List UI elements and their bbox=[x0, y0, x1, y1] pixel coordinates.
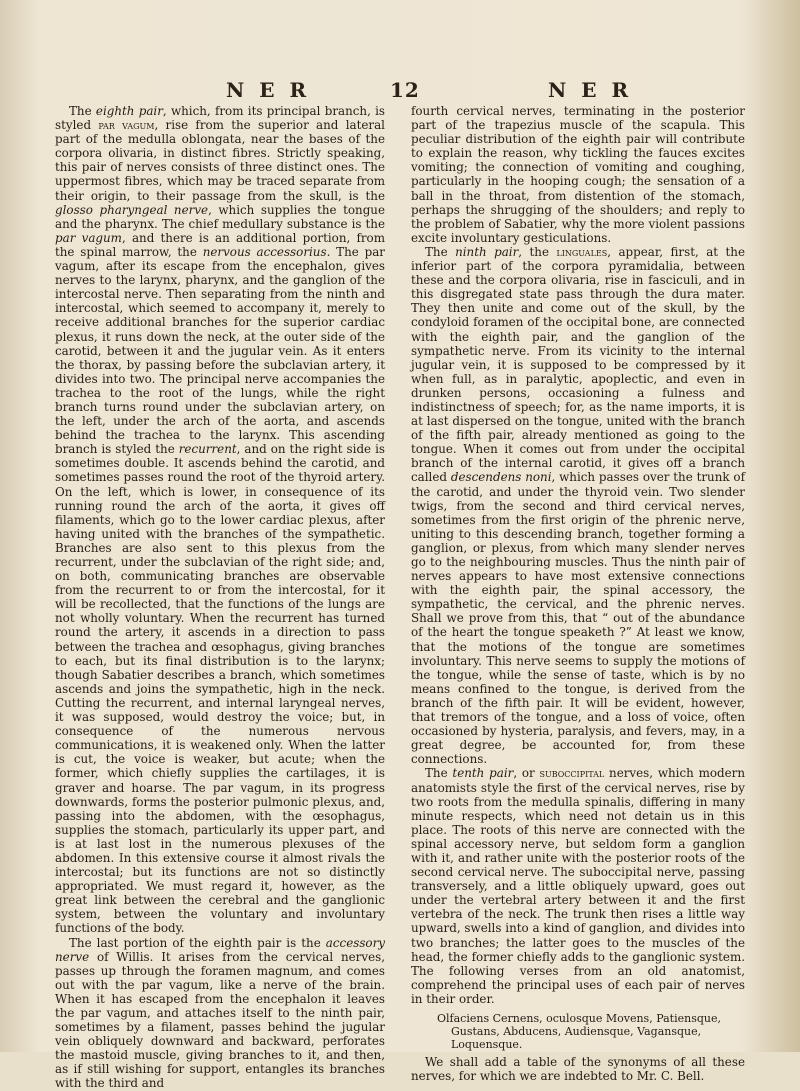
paragraph-ninth-pair: The ninth pair, the linguales, appear, first, at the inferior part of the corpora pyramidalia, between these and the corpora olivaria, rise in fasciculi, and in this disgregated state pass through the dura mater. They then unite and come out of the skull, by the condyloid foramen of the occipital bone, are connected with the eighth pair, and the ganglion of the sympathetic nerve. From its vicinity to the internal jugular vein, it is supposed to be compressed by it when full, as in paralytic, apoplectic, and even in drunken persons, occasioning a fulness and indistinctness of speech; for, as the name imports, it is at last dispersed on the tongue, united with the branch of the fifth pair, already mentioned as going to the tongue. When it comes out from under the occipital branch of the internal carotid, it gives off a branch called descendens noni, which passes over the trunk of the carotid, and under the thyroid vein. Two slender twigs, from the second and third cervical nerves, sometimes from the first origin of the phrenic nerve, uniting to this descending branch, together forming a ganglion, or plexus, from which many slender nerves go to the neighbouring muscles. Thus the ninth pair of nerves appears to have most extensive connections with the eighth pair, the spinal accessory, the sympathetic, the cervical, and the phrenic nerves. Shall we prove from this, that “ out of the abundance of the heart the tongue speaketh ?” At least we know, that the motions of the tongue are sometimes involuntary. This nerve seems to supply the motions of the tongue, while the sense of taste, which is by no means confined to the tongue, is derived from the branch of the fifth pair. It will be evident, however, that tremors of the tongue, and a loss of voice, often occasioned by hysteria, paralysis, and fevers, may, in a great degree, be accounted for, from these connections. bbox=[411, 244, 746, 767]
paragraph-accessory-nerve: The last portion of the eighth pair is the accessory nerve of Willis. It arises from the cervical nerves, passes up through the foramen magnum, and comes out with the par vagum, like a nerve of the brain. When it has escaped from the encephalon it leaves the par vagum, and attaches itself to the ninth pair, sometimes by a filament, passes behind the jugular vein obliquely downward and backward, perforates the mastoid muscle, giving branches to it, and then, as if still wishing for support, entangles its branches with the third and bbox=[55, 935, 385, 1091]
paragraph-continuation: fourth cervical nerves, terminating in the posterior part of the trapezius muscle of the scapula. This peculiar distribution of the eighth pair will contribute to explain the reason, why tickling the fauces excites vomiting; the connection of vomiting and coughing, particularly in the hooping cough; the sensation of a ball in the throat, from distention of the stomach, perhaps the shrugging of the shoulders; and reply to the problem of Sabatier, why the more violent passions excite involuntary gesticulations. bbox=[411, 104, 745, 245]
running-head-right: N E R bbox=[548, 78, 633, 102]
paragraph-eighth-pair: The eighth pair, which, from its principal branch, is styled par vagum, rise from the superior and lateral part of the medulla oblongata, near the bases of the corpora olivaria, in distinct fibres. Strictly speaking, this pair of nerves consists of three distinct ones. The uppermost fibres, which may be traced separate from their origin, to their passage from the skull, is the glosso pharyngeal nerve, which supplies the tongue and the pharynx. The chief medullary substance is the par vagum, and there is an additional portion, from the spinal marrow, the nervous accessorius. The par vagum, after its escape from the encephalon, gives nerves to the larynx, pharynx, and the ganglion of the intercostal nerve. Then separating from the ninth and intercostal, which seemed to accompany it, merely to receive additional branches for the superior cardiac plexus, it runs down the neck, at the outer side of the carotid, between it and the jugular vein. As it enters the thorax, by passing before the subclavian artery, it divides into two. The principal nerve accompanies the trachea to the root of the lungs, while the right branch turns round under the subclavian artery, on the left, under the arch of the aorta, and ascends behind the trachea to the larynx. This ascending branch is styled the recurrent, and on the right side is sometimes double. It ascends behind the carotid, and sometimes passes round the root of the thyroid artery. On the left, which is lower, in consequence of its running round the arch of the aorta, it gives off filaments, which go to the lower cardiac plexus, after having united with the branches of the sympathetic. Branches are also sent to this plexus from the recurrent, under the subclavian of the right side; and, on both, communicating branches are observable from the recurrent to or from the intercostal, for it will be recollected, that the functions of the lungs are not wholly voluntary. When the recurrent has turned round the artery, it ascends in a direction to pass between the trachea and œsophagus, giving branches to each, but its final distribution is to the larynx; though Sabatier describes a branch, which sometimes ascends and joins the sympathetic, high in the neck. Cutting the recurrent, and internal laryngeal nerves, it was supposed, would destroy the voice; but, in consequence of the numerous nervous communications, it is weakened only. When the latter is cut, the voice is weaker, but acute; when the former, which chiefly supplies the cartilages, it is graver and hoarse. The par vagum, in its progress downwards, forms the posterior pulmonic plexus, and, passing into the abdomen, with the œsophagus, supplies the stomach, particularly its upper part, and is at last lost in the numerous plexuses of the abdomen. In this extensive course it almost rivals the intercostal; but its functions are not so distinctly appropriated. We must regard it, however, as the great link between the cerebral and the ganglionic system, between the voluntary and involuntary functions of the body. bbox=[55, 104, 386, 936]
paragraph-closing: We shall add a table of the synonyms of all these nerves, for which we are indebted to Mr. C. Bell. bbox=[411, 1055, 745, 1084]
running-head-left: N E R bbox=[226, 78, 311, 102]
verse-line-1: Olfaciens Cernens, oculosque Movens, Patiensque, bbox=[437, 1012, 721, 1025]
latin-verse bbox=[411, 1012, 745, 1051]
right-column bbox=[411, 104, 745, 1083]
verse-line-2: Gustans, Abducens, Audiensque, Vagansque, Loquensque. bbox=[451, 1025, 702, 1051]
left-column bbox=[55, 104, 385, 1091]
paragraph-tenth-pair: The tenth pair, or suboccipital nerves, which modern anatomists style the first of the cervical nerves, rise by two roots from the medulla spinalis, differing in many minute respects, which need not detain us in this place. The roots of this nerve are connected with the spinal accessory nerve, but seldom form a ganglion with it, and rather unite with the posterior roots of the second cervical nerve. The suboccipital nerve, passing transversely, and a little obliquely upward, goes out under the vertebral artery between it and the first vertebra of the neck. The trunk then rises a little way upward, swells into a kind of ganglion, and divides into two branches; the latter goes to the muscles of the head, the former chiefly adds to the ganglionic system. The following verses from an old anatomist, comprehend the principal uses of each pair of nerves in their order. bbox=[411, 766, 745, 1006]
page-number: 12 bbox=[390, 78, 420, 102]
